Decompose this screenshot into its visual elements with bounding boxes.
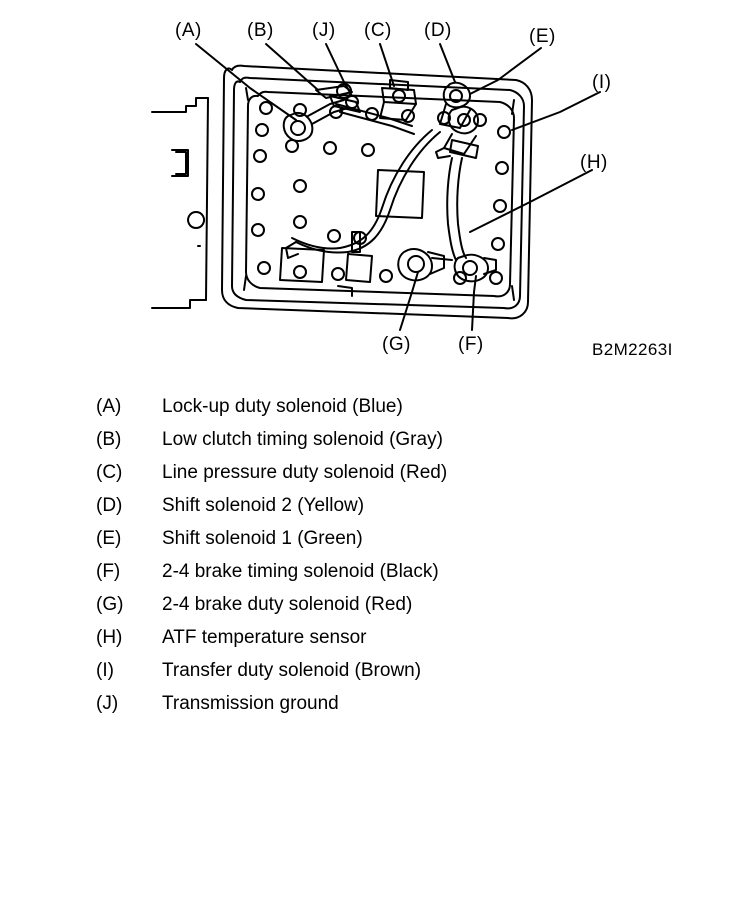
legend-key: (J) [96, 693, 119, 714]
callout-e: (E) [529, 26, 556, 47]
legend-key: (E) [96, 528, 122, 549]
legend-key: (D) [96, 495, 123, 516]
legend-text: 2-4 brake duty solenoid (Red) [162, 594, 413, 615]
legend-text: Transmission ground [162, 693, 339, 714]
list-item [96, 693, 696, 726]
list-item [96, 462, 696, 495]
legend-text: ATF temperature sensor [162, 627, 367, 648]
callout-j: (J) [312, 20, 336, 41]
list-item [96, 561, 696, 594]
legend-key: (F) [96, 561, 121, 582]
legend-text: Shift solenoid 1 (Green) [162, 528, 363, 549]
callout-h: (H) [580, 152, 608, 173]
legend-key: (I) [96, 660, 114, 681]
figure-code: B2M2263I [592, 340, 673, 359]
legend-key: (C) [96, 462, 123, 483]
legend-key: (G) [96, 594, 124, 615]
legend-list [96, 396, 696, 726]
callout-a: (A) [175, 20, 202, 41]
legend-key: (A) [96, 396, 122, 417]
callout-b: (B) [247, 20, 274, 41]
callout-i: (I) [592, 72, 612, 93]
legend-key: (H) [96, 627, 123, 648]
list-item [96, 396, 696, 429]
list-item [96, 429, 696, 462]
callout-d: (D) [424, 20, 452, 41]
list-item [96, 627, 696, 660]
legend-text: 2-4 brake timing solenoid (Black) [162, 561, 439, 582]
callout-g: (G) [382, 334, 411, 355]
legend-text: Transfer duty solenoid (Brown) [162, 660, 422, 681]
callout-f: (F) [458, 334, 484, 355]
legend-text: Low clutch timing solenoid (Gray) [162, 429, 443, 450]
transmission-illustration [0, 0, 752, 380]
legend-key: (B) [96, 429, 122, 450]
legend-text: Lock-up duty solenoid (Blue) [162, 396, 403, 417]
callout-c: (C) [364, 20, 392, 41]
list-item [96, 495, 696, 528]
list-item [96, 528, 696, 561]
legend-text: Line pressure duty solenoid (Red) [162, 462, 448, 483]
legend-text: Shift solenoid 2 (Yellow) [162, 495, 365, 516]
list-item [96, 594, 696, 627]
transmission-diagram [0, 0, 752, 380]
list-item [96, 660, 696, 693]
